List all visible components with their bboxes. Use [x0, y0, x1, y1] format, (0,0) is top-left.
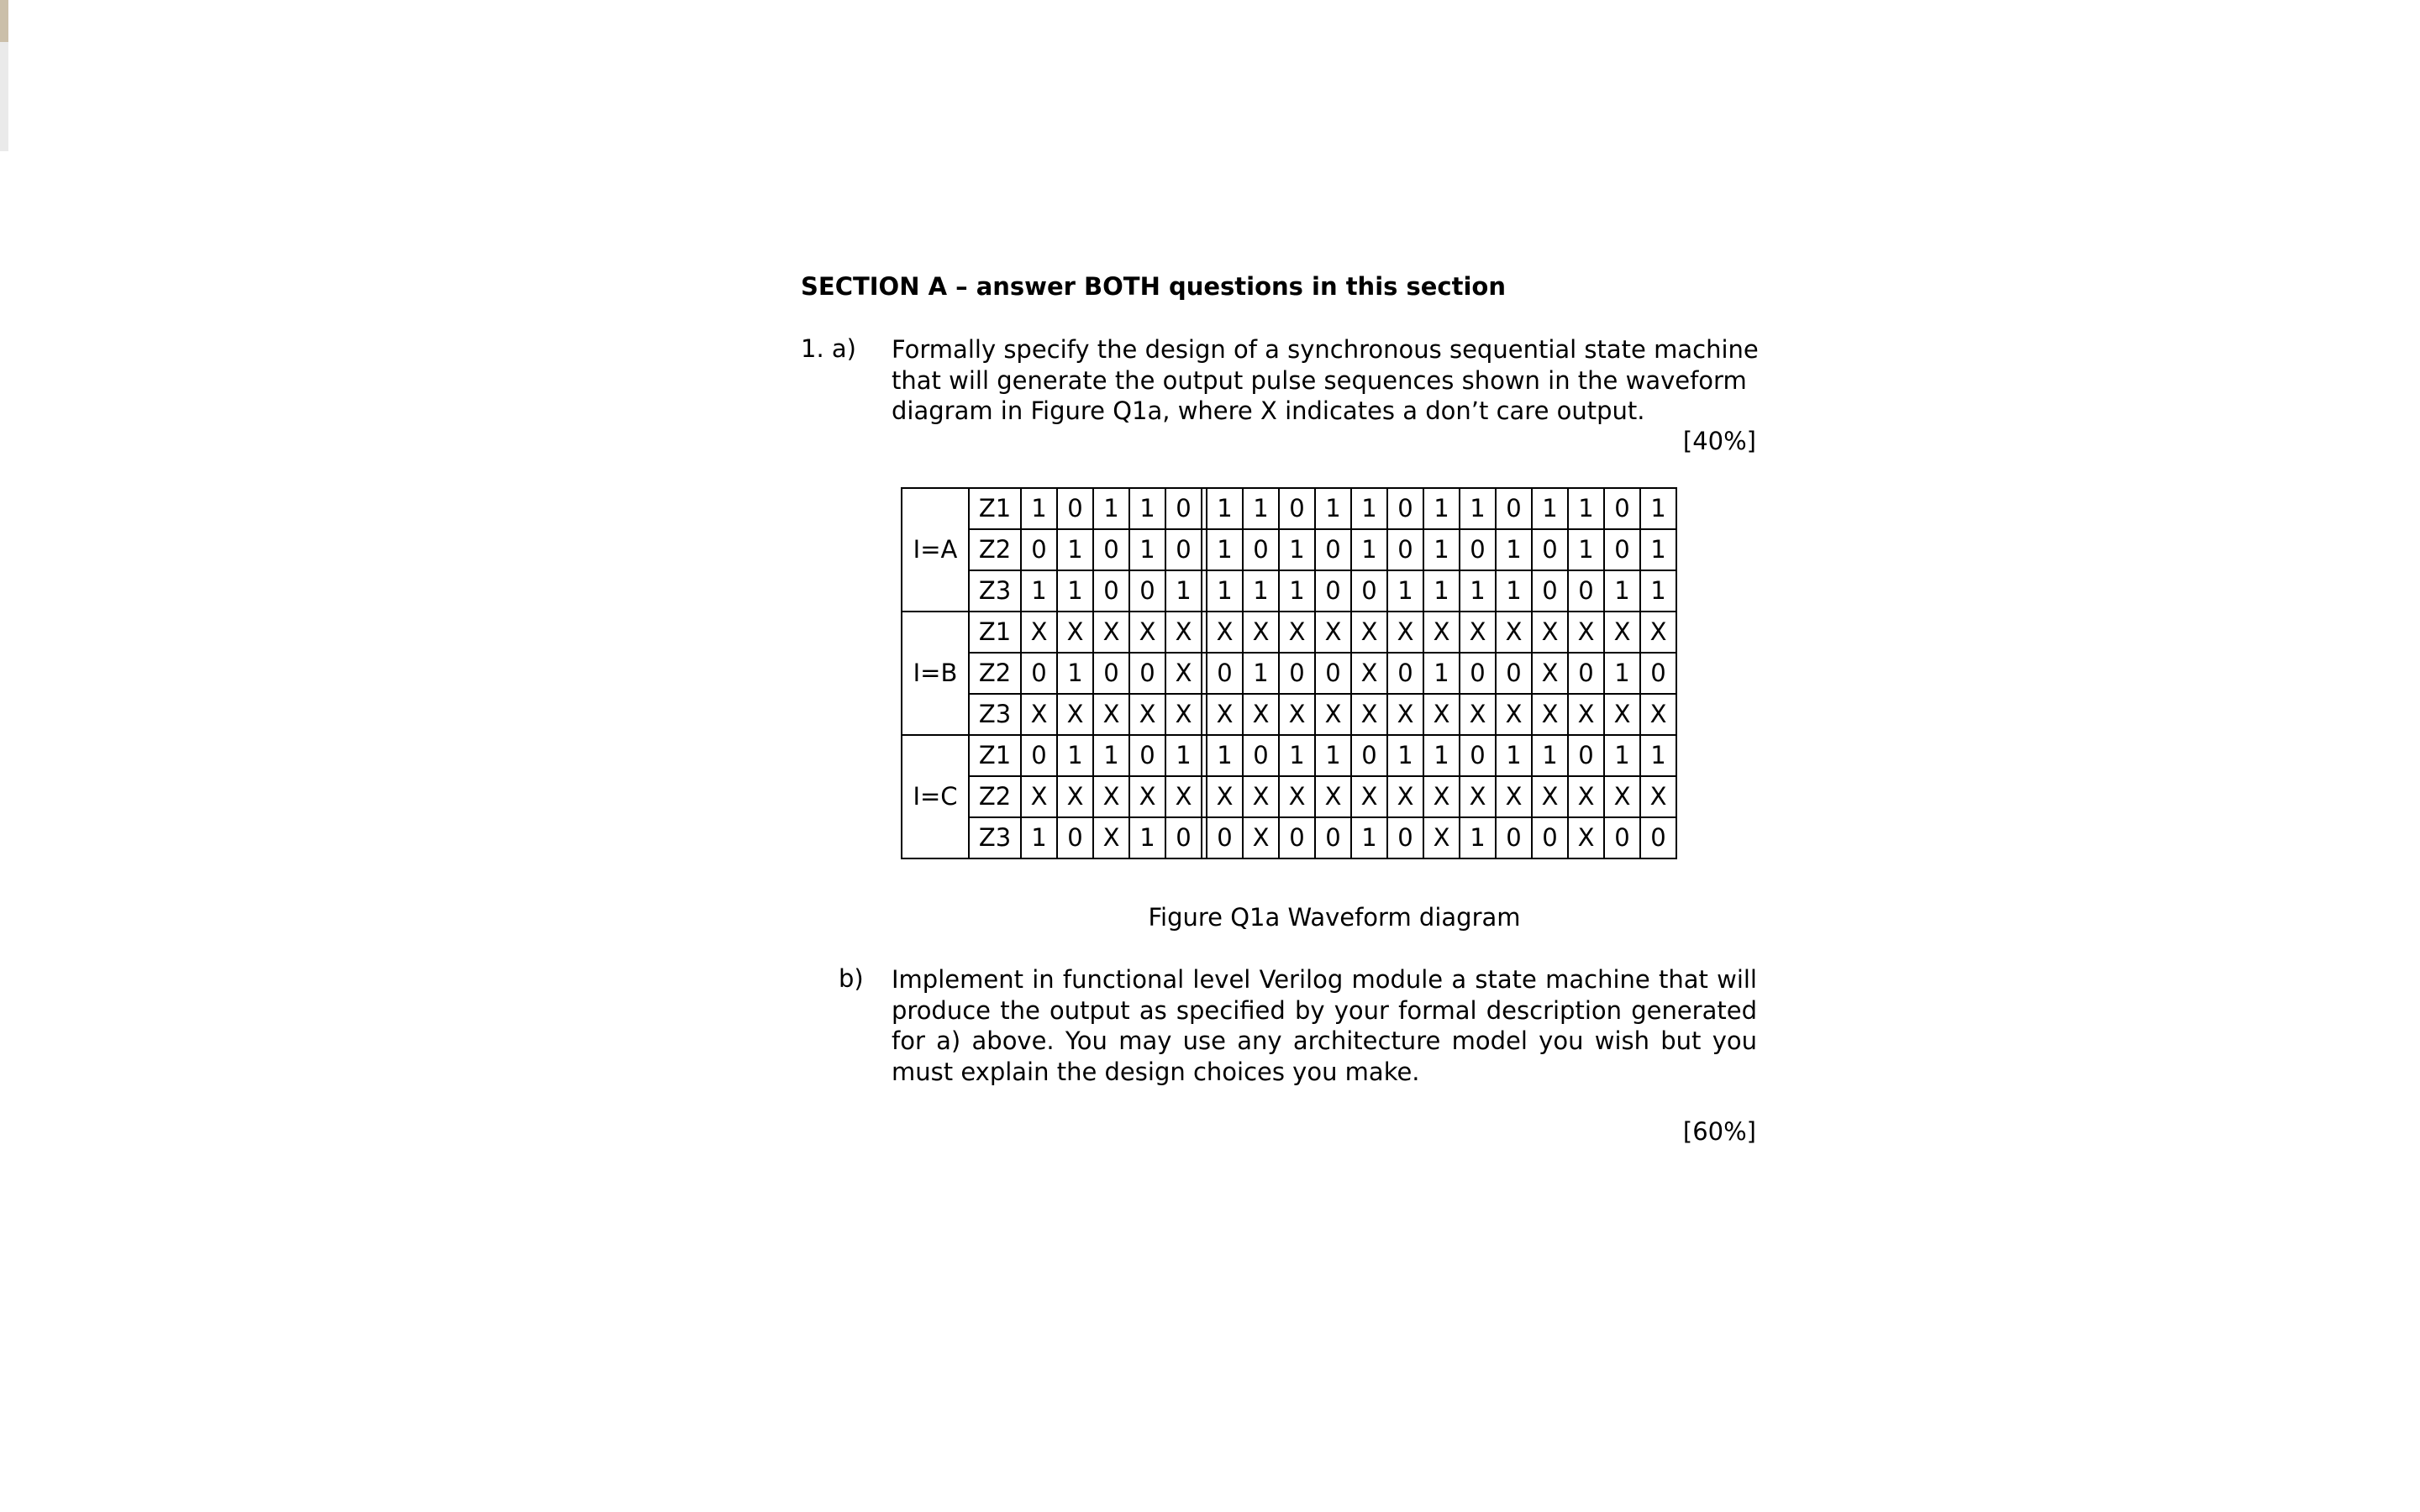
waveform-cell: 1	[1460, 488, 1496, 529]
waveform-cell: X	[1568, 776, 1604, 817]
waveform-cell: 1	[1351, 488, 1387, 529]
waveform-cell: 0	[1129, 653, 1165, 694]
waveform-cell: X	[1604, 612, 1640, 653]
waveform-cell: 0	[1351, 570, 1387, 612]
waveform-cell: X	[1423, 776, 1460, 817]
waveform-cell: 1	[1279, 735, 1315, 776]
waveform-cell: X	[1532, 776, 1568, 817]
waveform-cell: 1	[1568, 488, 1604, 529]
waveform-cell: X	[1423, 817, 1460, 858]
waveform-cell: 0	[1568, 735, 1604, 776]
waveform-cell: X	[1496, 776, 1532, 817]
waveform-cell: 1	[1093, 735, 1129, 776]
waveform-cell: X	[1093, 817, 1129, 858]
output-name: Z1	[969, 735, 1021, 776]
question-1a-marks: [40%]	[1682, 427, 1756, 455]
waveform-cell: X	[1640, 612, 1676, 653]
waveform-cell: 1	[1460, 570, 1496, 612]
waveform-cell: X	[1129, 694, 1165, 735]
waveform-cell: 1	[1640, 488, 1676, 529]
waveform-cell: 1	[1021, 817, 1057, 858]
waveform-cell: 0	[1640, 653, 1676, 694]
waveform-cell: 0	[1604, 817, 1640, 858]
waveform-cell: X	[1243, 694, 1279, 735]
waveform-cell: 1	[1387, 735, 1423, 776]
waveform-cell: X	[1568, 612, 1604, 653]
waveform-cell: 1	[1057, 653, 1093, 694]
waveform-cell: 0	[1165, 488, 1202, 529]
waveform-cell: X	[1129, 612, 1165, 653]
waveform-cell: 1	[1057, 529, 1093, 570]
waveform-cell: 0	[1207, 817, 1243, 858]
waveform-cell: X	[1129, 776, 1165, 817]
waveform-cell: 1	[1315, 735, 1351, 776]
waveform-cell: 0	[1057, 817, 1093, 858]
waveform-cell: 0	[1279, 488, 1315, 529]
waveform-cell: 1	[1351, 817, 1387, 858]
waveform-cell: 1	[1207, 735, 1243, 776]
output-name: Z3	[969, 694, 1021, 735]
waveform-cell: X	[1460, 776, 1496, 817]
waveform-cell: 1	[1165, 570, 1202, 612]
waveform-cell: 0	[1532, 529, 1568, 570]
waveform-cell: X	[1093, 612, 1129, 653]
waveform-row	[902, 653, 1676, 694]
waveform-cell: 0	[1496, 817, 1532, 858]
section-heading: SECTION A – answer BOTH questions in this section	[801, 272, 1506, 301]
output-name: Z2	[969, 653, 1021, 694]
waveform-cell: 1	[1093, 488, 1129, 529]
waveform-cell: X	[1640, 776, 1676, 817]
waveform-cell: X	[1604, 776, 1640, 817]
waveform-cell: X	[1165, 653, 1202, 694]
waveform-cell: 0	[1387, 653, 1423, 694]
waveform-row	[902, 776, 1676, 817]
output-name: Z3	[969, 817, 1021, 858]
waveform-cell: 1	[1129, 488, 1165, 529]
question-1b-marks: [60%]	[1682, 1117, 1756, 1146]
waveform-cell: 1	[1207, 570, 1243, 612]
waveform-cell: X	[1460, 612, 1496, 653]
waveform-cell: 0	[1532, 817, 1568, 858]
waveform-cell: X	[1279, 612, 1315, 653]
waveform-cell: 1	[1021, 488, 1057, 529]
waveform-cell: X	[1387, 694, 1423, 735]
waveform-cell: 1	[1423, 735, 1460, 776]
waveform-cell: 1	[1604, 653, 1640, 694]
waveform-cell: X	[1423, 612, 1460, 653]
waveform-cell: 0	[1460, 529, 1496, 570]
output-name: Z2	[969, 776, 1021, 817]
waveform-cell: 1	[1423, 529, 1460, 570]
waveform-cell: 0	[1315, 529, 1351, 570]
question-1a-text: Formally specify the design of a synchronous sequential state machine that will generate the output pulse sequences shown in the waveform diagram in Figure Q1a, where X indicates a don’t care output.	[892, 335, 1759, 425]
waveform-cell: 1	[1165, 735, 1202, 776]
waveform-row	[902, 612, 1676, 653]
waveform-cell: 0	[1604, 529, 1640, 570]
waveform-cell: X	[1532, 612, 1568, 653]
waveform-cell: X	[1243, 776, 1279, 817]
waveform-cell: X	[1568, 817, 1604, 858]
window-edge-fragment	[0, 42, 8, 151]
waveform-cell: 0	[1129, 735, 1165, 776]
waveform-cell: X	[1568, 694, 1604, 735]
waveform-row	[902, 735, 1676, 776]
waveform-cell: 0	[1129, 570, 1165, 612]
waveform-cell: 1	[1243, 653, 1279, 694]
waveform-cell: 1	[1129, 817, 1165, 858]
waveform-cell: 1	[1460, 817, 1496, 858]
question-1a-number: 1. a)	[801, 334, 856, 363]
waveform-cell: 0	[1532, 570, 1568, 612]
waveform-cell: 0	[1165, 529, 1202, 570]
waveform-cell: 1	[1279, 570, 1315, 612]
waveform-cell: 1	[1604, 735, 1640, 776]
waveform-cell: 0	[1496, 488, 1532, 529]
waveform-cell: 0	[1243, 735, 1279, 776]
waveform-cell: X	[1315, 694, 1351, 735]
waveform-cell: 0	[1279, 817, 1315, 858]
waveform-cell: X	[1165, 612, 1202, 653]
waveform-cell: 1	[1243, 570, 1279, 612]
waveform-cell: X	[1093, 776, 1129, 817]
waveform-table	[901, 487, 1677, 859]
waveform-cell: X	[1165, 776, 1202, 817]
waveform-cell: 1	[1423, 570, 1460, 612]
waveform-cell: 0	[1315, 570, 1351, 612]
waveform-cell: X	[1351, 612, 1387, 653]
waveform-cell: 0	[1021, 529, 1057, 570]
waveform-cell: 1	[1640, 529, 1676, 570]
waveform-cell: 1	[1279, 529, 1315, 570]
input-group-label: I=C	[902, 735, 969, 858]
waveform-cell: X	[1351, 776, 1387, 817]
waveform-cell: X	[1532, 653, 1568, 694]
waveform-cell: 1	[1243, 488, 1279, 529]
waveform-cell: 0	[1021, 735, 1057, 776]
output-name: Z2	[969, 529, 1021, 570]
waveform-cell: 1	[1057, 735, 1093, 776]
output-name: Z1	[969, 612, 1021, 653]
question-1b-text: Implement in functional level Verilog module a state machine that will produce the output as specified by your formal description generated for a) above. You may use any architecture model you wish but you must explain the design choices you make.	[892, 965, 1757, 1086]
waveform-cell: 0	[1496, 653, 1532, 694]
waveform-cell: 0	[1315, 817, 1351, 858]
waveform-cell: X	[1057, 776, 1093, 817]
waveform-cell: 0	[1315, 653, 1351, 694]
question-1b-number: b)	[839, 964, 864, 993]
waveform-cell: 1	[1496, 570, 1532, 612]
waveform-row	[902, 817, 1676, 858]
waveform-cell: X	[1243, 612, 1279, 653]
waveform-row	[902, 694, 1676, 735]
waveform-cell: X	[1315, 776, 1351, 817]
waveform-cell: 1	[1496, 529, 1532, 570]
output-name: Z1	[969, 488, 1021, 529]
waveform-cell: X	[1165, 694, 1202, 735]
waveform-cell: 0	[1351, 735, 1387, 776]
window-edge-fragment	[0, 0, 8, 42]
waveform-cell: 0	[1604, 488, 1640, 529]
waveform-cell: X	[1351, 694, 1387, 735]
waveform-cell: 0	[1093, 570, 1129, 612]
waveform-row	[902, 570, 1676, 612]
waveform-cell: 0	[1057, 488, 1093, 529]
waveform-cell: 0	[1568, 653, 1604, 694]
waveform-cell: 1	[1207, 488, 1243, 529]
waveform-cell: 1	[1604, 570, 1640, 612]
waveform-cell: X	[1207, 612, 1243, 653]
waveform-cell: 1	[1351, 529, 1387, 570]
waveform-cell: 0	[1021, 653, 1057, 694]
waveform-row	[902, 488, 1676, 529]
waveform-cell: X	[1021, 776, 1057, 817]
waveform-cell: 0	[1640, 817, 1676, 858]
waveform-cell: X	[1057, 694, 1093, 735]
waveform-cell: 0	[1387, 488, 1423, 529]
waveform-cell: X	[1387, 776, 1423, 817]
waveform-cell: 1	[1423, 488, 1460, 529]
waveform-cell: X	[1387, 612, 1423, 653]
waveform-cell: 0	[1387, 529, 1423, 570]
waveform-cell: 1	[1315, 488, 1351, 529]
waveform-cell: 0	[1243, 529, 1279, 570]
output-name: Z3	[969, 570, 1021, 612]
waveform-cell: 1	[1021, 570, 1057, 612]
waveform-cell: X	[1021, 694, 1057, 735]
waveform-cell: 0	[1387, 817, 1423, 858]
waveform-row	[902, 529, 1676, 570]
waveform-cell: X	[1532, 694, 1568, 735]
waveform-cell: 1	[1423, 653, 1460, 694]
waveform-cell: X	[1243, 817, 1279, 858]
waveform-cell: X	[1423, 694, 1460, 735]
waveform-cell: 1	[1387, 570, 1423, 612]
waveform-cell: 0	[1460, 735, 1496, 776]
waveform-cell: X	[1021, 612, 1057, 653]
waveform-cell: 1	[1207, 529, 1243, 570]
waveform-cell: 0	[1093, 529, 1129, 570]
waveform-cell: X	[1604, 694, 1640, 735]
input-group-label: I=A	[902, 488, 969, 612]
waveform-cell: 0	[1460, 653, 1496, 694]
waveform-cell: 1	[1496, 735, 1532, 776]
waveform-cell: 1	[1532, 488, 1568, 529]
waveform-cell: 1	[1129, 529, 1165, 570]
waveform-cell: 0	[1568, 570, 1604, 612]
waveform-cell: X	[1279, 694, 1315, 735]
waveform-cell: 0	[1165, 817, 1202, 858]
waveform-cell: 1	[1057, 570, 1093, 612]
waveform-cell: X	[1315, 612, 1351, 653]
waveform-cell: X	[1207, 694, 1243, 735]
waveform-cell: 1	[1640, 570, 1676, 612]
waveform-cell: X	[1496, 694, 1532, 735]
waveform-cell: 1	[1532, 735, 1568, 776]
waveform-cell: X	[1207, 776, 1243, 817]
waveform-cell: 1	[1640, 735, 1676, 776]
waveform-cell: X	[1460, 694, 1496, 735]
waveform-cell: 1	[1568, 529, 1604, 570]
waveform-cell: 0	[1093, 653, 1129, 694]
waveform-cell: X	[1496, 612, 1532, 653]
waveform-cell: 0	[1207, 653, 1243, 694]
waveform-cell: X	[1351, 653, 1387, 694]
waveform-cell: 0	[1279, 653, 1315, 694]
figure-caption: Figure Q1a Waveform diagram	[1148, 903, 1521, 932]
waveform-cell: X	[1279, 776, 1315, 817]
waveform-cell: X	[1640, 694, 1676, 735]
input-group-label: I=B	[902, 612, 969, 735]
waveform-cell: X	[1093, 694, 1129, 735]
waveform-cell: X	[1057, 612, 1093, 653]
